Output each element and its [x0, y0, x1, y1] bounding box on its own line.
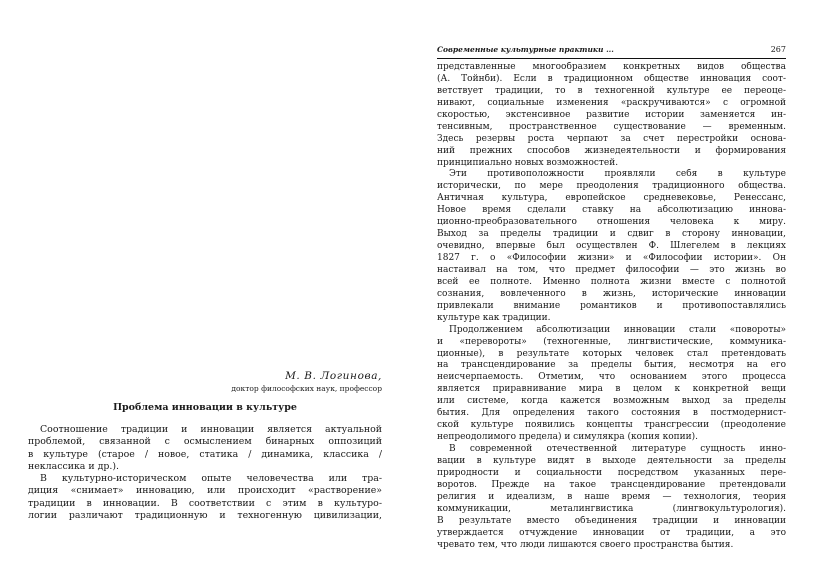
author-block: [231, 369, 382, 394]
text-line: В культурно-историческом опыте человечества или тра-: [40, 473, 382, 485]
author-name: М. В. Логинова,: [285, 370, 382, 382]
text-line: исторически, по мере преодоления традиционного общества.: [437, 181, 786, 192]
text-line: ционно-преобразовательного отношения человека к миру.: [437, 217, 786, 228]
text-line: бытия. Для определения такого состояния в постмодернист-: [437, 408, 786, 419]
text-line: представленные многообразием конкретных видов общества: [437, 62, 786, 72]
text-line: неисчерпаемость. Отметим, что основанием этого процесса: [437, 372, 786, 383]
text-line: настаивал на том, что предмет философии — это жизнь во: [437, 264, 786, 275]
text-line: Здесь резервы роста черпают за счет перестройки основа-: [437, 133, 786, 144]
text-line: природности и социальности посредством указанных пере-: [437, 467, 786, 478]
text-line: вации в культуре видят в выходе деятельности за пределы: [437, 455, 786, 466]
right-body-text: [437, 62, 786, 551]
text-line: утверждается отчуждение инновации от традиции, а это: [437, 527, 786, 538]
text-line: тенсивным, пространственное существование — временным.: [437, 121, 786, 132]
text-line: и «перевороты» (техногенные, лингвистические, коммуника-: [437, 336, 786, 347]
text-line: Новое время сделали ставку на абсолютизацию иннова-: [437, 205, 786, 216]
text-line: воротов. Прежде на такое трансцендирование претендовали: [437, 479, 786, 490]
text-line: Продолжением абсолютизации инновации стали «повороты»: [449, 324, 786, 335]
text-line: непреодолимого предела) и симулякра (копия копии).: [437, 432, 699, 443]
text-line: ний прежних способов жизнедеятельности и формирования: [437, 145, 786, 156]
text-line: очевидно, впервые был осуществлен Ф. Шлегелем в лекциях: [437, 241, 786, 252]
text-line: на трансцендирование за пределы бытия, несмотря на его: [437, 360, 786, 371]
text-line: всей ее полноте. Именно полнота жизни вместе с полнотой: [437, 276, 786, 287]
running-title: Современные культурные практики ...: [437, 45, 614, 54]
text-line: В современной отечественной литературе сущность инно-: [449, 444, 786, 454]
text-line: (А. Тойнби). Если в традиционном обществе инновация соот-: [437, 73, 786, 84]
text-line: проблемой, связанной с осмыслением бинарных оппозиций: [28, 436, 382, 448]
author-degree: доктор философских наук, профессор: [231, 384, 382, 393]
text-line: принципиально новых возможностей.: [437, 157, 619, 168]
text-line: коммуникации, металингвистика (лингвокультурология).: [437, 503, 786, 514]
text-line: неклассика и др.).: [28, 460, 119, 472]
text-line: сознания, вовлеченного в жизнь, исторические инновации: [437, 288, 786, 299]
text-line: ветствует традиции, то в техногенной культуре ее переоце-: [437, 85, 786, 96]
article-title: Проблема инновации в культуре: [113, 402, 297, 413]
right-page: [410, 0, 820, 580]
text-line: Эти противоположности проявляли себя в культуре: [449, 169, 786, 180]
left-body-text: [28, 424, 382, 522]
text-line: логии различают традиционную и техногенную цивилизации,: [28, 510, 382, 522]
text-line: ской культуре появились концепты трансгрессии (преодоление: [437, 420, 786, 431]
text-line: является приравнивание мира в целом к конкретной вещи: [437, 384, 786, 395]
text-line: 1827 г. о «Философии жизни» и «Философии истории». Он: [437, 253, 786, 263]
text-line: ционные), в результате которых человек стал претендовать: [437, 348, 786, 359]
running-head: [437, 44, 786, 59]
text-line: или системе, когда кажется возможным выход за пределы: [437, 396, 786, 407]
page-number: 267: [770, 45, 786, 54]
text-line: нивают, социальные изменения «раскручиваются» с огромной: [437, 97, 786, 108]
text-line: скоростью, экстенсивное развитие истории заменяется ин-: [437, 109, 786, 120]
text-line: в культуре (старое / новое, статика / динамика, классика /: [28, 448, 382, 460]
text-line: чревато тем, что люди лишаются своего пространства бытия.: [437, 539, 734, 550]
text-line: Античная культура, европейское средневековье, Ренессанс,: [437, 193, 786, 204]
text-line: религия и идеализм, в наше время — технология, теория: [437, 491, 786, 502]
text-line: привлекали внимание романтиков и противопоставлялись: [437, 300, 786, 311]
text-line: В результате вместо объединения традиции и инновации: [437, 515, 786, 526]
text-line: диция «снимает» инновацию, или происходит «растворение»: [28, 485, 382, 497]
text-line: Соотношение традиции и инновации является актуальной: [40, 424, 382, 435]
text-line: традиции в инновации. В соответствии с этим в культуро-: [28, 497, 382, 509]
text-line: Выход за пределы традиции и сдвиг в сторону инновации,: [437, 229, 786, 240]
text-line: культуре как традиции.: [437, 312, 551, 323]
